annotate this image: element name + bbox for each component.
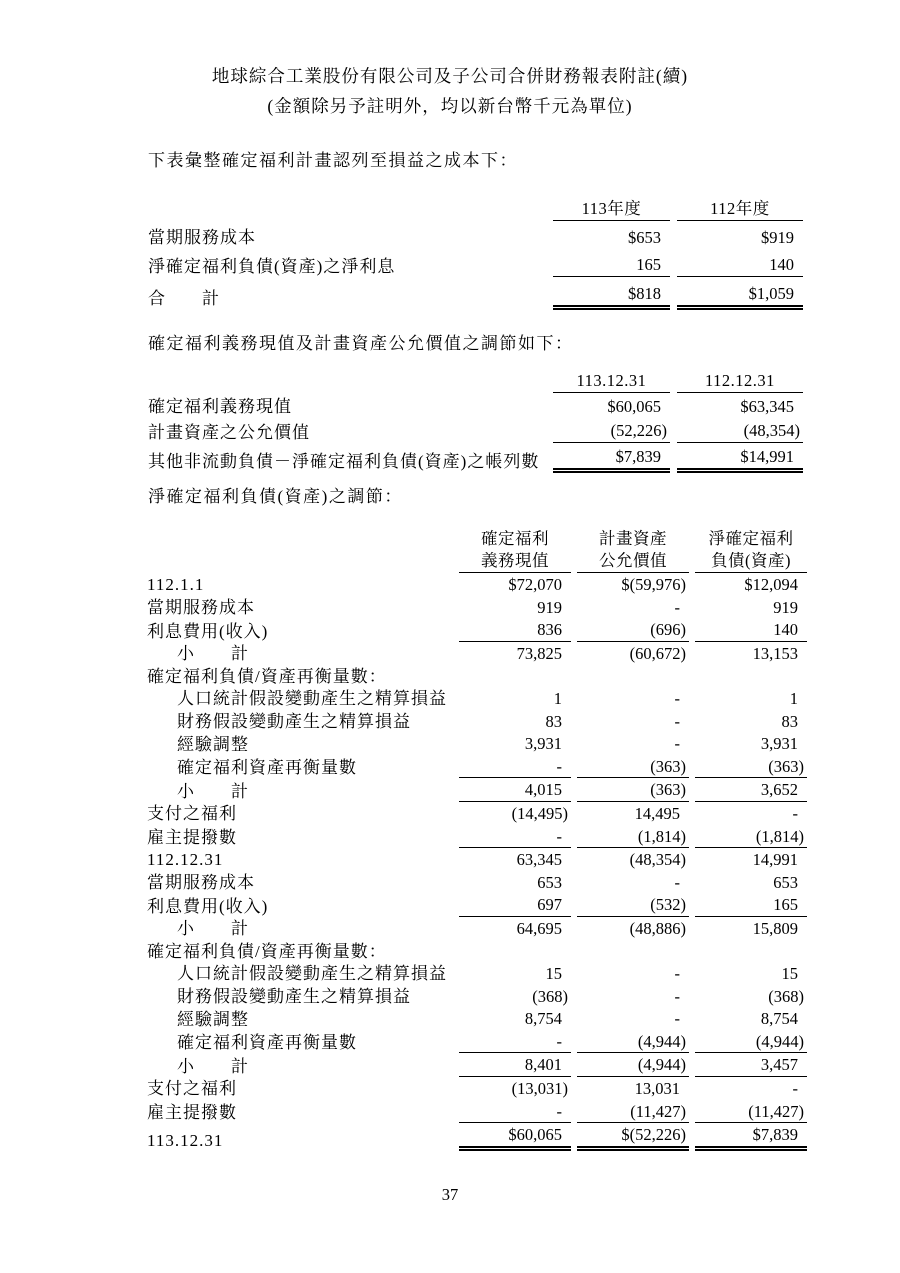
row-label: 確定福利義務現值	[148, 397, 292, 417]
row-label: 合 計	[148, 289, 220, 309]
table-subtotal-row	[147, 642, 807, 665]
value-cell: $7,839	[553, 443, 670, 473]
value-cell: -	[674, 986, 680, 1006]
row-label: 確定福利負債/資產再衡量數：	[147, 941, 387, 961]
value-cell: $(52,226)	[577, 1123, 689, 1151]
pv-reconciliation-table	[141, 362, 810, 473]
row-label: 支付之福利	[147, 1079, 237, 1099]
column-header: 112.12.31	[677, 362, 803, 393]
value-cell	[577, 664, 689, 687]
header-spacer	[148, 362, 546, 393]
value-cell: 14,495	[634, 803, 680, 823]
value-cell: (368)	[532, 986, 568, 1006]
table-row	[147, 710, 807, 733]
table-subtotal-row	[147, 1053, 807, 1077]
row-label: 確定福利資產再衡量數	[177, 1033, 357, 1053]
page-number: 37	[441, 1185, 459, 1204]
value-cell: -	[459, 1030, 571, 1054]
column-header	[459, 520, 571, 573]
table-row	[147, 1030, 807, 1054]
value-cell: 1	[553, 688, 562, 708]
value-cell: $14,991	[677, 443, 803, 473]
value-cell: (4,944)	[577, 1053, 689, 1077]
value-cell: (60,672)	[629, 643, 686, 663]
value-cell: -	[792, 803, 798, 823]
table-total-row	[148, 277, 803, 310]
row-label: 經驗調整	[177, 734, 249, 754]
value-cell: -	[674, 964, 680, 984]
value-cell: 919	[773, 597, 798, 617]
value-cell: 140	[677, 249, 803, 278]
row-label: 支付之福利	[147, 804, 237, 824]
row-label: 當期服務成本	[148, 228, 256, 248]
value-cell: (48,886)	[629, 918, 686, 938]
value-cell: 165	[695, 893, 807, 917]
value-cell: 653	[537, 872, 562, 892]
table-row	[147, 848, 807, 871]
net-liability-table	[141, 520, 813, 1151]
row-label: 確定福利資產再衡量數	[177, 758, 357, 778]
value-cell: $63,345	[740, 396, 794, 416]
value-cell: (363)	[695, 755, 807, 779]
table-row	[147, 1077, 807, 1100]
table-subtotal-row	[147, 778, 807, 802]
column-header: 113.12.31	[553, 362, 670, 393]
value-cell	[459, 664, 571, 687]
value-cell: (4,944)	[577, 1030, 689, 1054]
table-row	[148, 393, 803, 418]
value-cell	[459, 940, 571, 963]
value-cell: 3,652	[695, 778, 807, 802]
row-label: 小 計	[177, 1056, 249, 1076]
table-row	[148, 249, 803, 278]
value-cell: $72,070	[508, 574, 562, 594]
doc-subtitle: (金額除另予註明外，均以新台幣千元為單位)	[267, 96, 633, 116]
table-row	[147, 871, 807, 894]
row-label: 人口統計假設變動產生之精算損益	[177, 964, 447, 984]
value-cell: (48,354)	[629, 850, 686, 870]
row-label: 利息費用(收入)	[147, 621, 269, 641]
table-row	[147, 1007, 807, 1030]
value-cell: 140	[695, 618, 807, 642]
value-cell: -	[674, 688, 680, 708]
value-cell: 15,809	[752, 918, 798, 938]
value-cell	[577, 940, 689, 963]
row-label: 人口統計假設變動產生之精算損益	[177, 689, 447, 709]
row-label: 小 計	[177, 781, 249, 801]
column-header	[695, 520, 807, 573]
column-header: 112年度	[677, 190, 803, 221]
value-cell: 83	[781, 711, 798, 731]
value-cell: 73,825	[516, 643, 562, 663]
column-header-line: 淨確定福利	[708, 529, 794, 548]
value-cell: 697	[459, 893, 571, 917]
value-cell: $60,065	[459, 1123, 571, 1151]
benefit-cost-table	[141, 190, 810, 310]
value-cell: (1,814)	[577, 825, 689, 849]
row-label: 利息費用(收入)	[147, 896, 269, 916]
value-cell: 653	[773, 872, 798, 892]
value-cell	[695, 664, 807, 687]
table-row	[147, 687, 807, 710]
value-cell: 919	[537, 597, 562, 617]
value-cell: (48,354)	[677, 418, 803, 444]
row-label: 雇主提撥數	[147, 827, 237, 847]
row-label: 小 計	[177, 919, 249, 939]
column-header-line: 義務現值	[481, 551, 549, 570]
table-row	[147, 985, 807, 1008]
value-cell: -	[674, 597, 680, 617]
value-cell: (52,226)	[553, 418, 670, 444]
value-cell: 63,345	[516, 850, 562, 870]
value-cell: 4,015	[459, 778, 571, 802]
column-header-line: 確定福利	[481, 529, 549, 548]
table-row	[147, 596, 807, 619]
table-section-row	[147, 664, 807, 687]
value-cell: 8,754	[760, 1009, 798, 1029]
table-row	[147, 755, 807, 779]
value-cell: $818	[553, 277, 670, 310]
column-header	[577, 520, 689, 573]
row-label: 計畫資產之公允價值	[148, 422, 310, 442]
table-row	[147, 893, 807, 917]
table-row	[147, 1100, 807, 1124]
table-row	[147, 618, 807, 642]
value-cell: (1,814)	[695, 825, 807, 849]
column-header-line: 負債(資產)	[711, 551, 791, 570]
value-cell: 3,457	[695, 1053, 807, 1077]
row-label: 雇主提撥數	[147, 1103, 237, 1122]
value-cell: -	[674, 734, 680, 754]
value-cell: 3,931	[760, 734, 798, 754]
row-label: 淨確定福利負債(資產)之淨利息	[148, 256, 396, 276]
value-cell: -	[674, 872, 680, 892]
row-label: 確定福利負債/資產再衡量數：	[147, 666, 387, 686]
row-label: 112.12.31	[147, 850, 224, 870]
value-cell: 64,695	[516, 918, 562, 938]
value-cell: 8,754	[524, 1009, 562, 1029]
value-cell: 15	[781, 964, 798, 984]
net-liability-intro: 淨確定福利負債(資產)之調節：	[148, 487, 403, 506]
row-label: 113.12.31	[147, 1130, 224, 1150]
row-label: 經驗調整	[177, 1009, 249, 1029]
value-cell: $1,059	[677, 277, 803, 310]
doc-title: 地球綜合工業股份有限公司及子公司合併財務報表附註(續)	[211, 66, 689, 86]
value-cell: (363)	[577, 778, 689, 802]
value-cell: (368)	[768, 986, 804, 1006]
table-row	[147, 732, 807, 755]
table-row	[147, 802, 807, 825]
value-cell: (363)	[577, 755, 689, 779]
table-row	[148, 221, 803, 249]
value-cell: (532)	[577, 893, 689, 917]
table-row	[147, 962, 807, 985]
row-label: 財務假設變動產生之精算損益	[177, 987, 411, 1007]
value-cell: $7,839	[695, 1123, 807, 1151]
pv-reconciliation-intro: 確定福利義務現值及計畫資產公允價值之調節如下：	[148, 334, 574, 353]
header-spacer	[147, 520, 453, 573]
table-header-row	[148, 362, 803, 393]
column-header: 113年度	[553, 190, 670, 221]
value-cell: (4,944)	[695, 1030, 807, 1054]
table-row	[147, 573, 807, 596]
table-total-row	[148, 443, 803, 473]
row-label: 小 計	[177, 644, 249, 664]
header-spacer	[148, 190, 546, 221]
row-label: 當期服務成本	[147, 597, 255, 617]
value-cell: 13,153	[752, 643, 798, 663]
table-header-row	[147, 520, 807, 573]
table-section-row	[147, 940, 807, 963]
value-cell: $60,065	[607, 396, 661, 416]
row-label: 當期服務成本	[147, 873, 255, 893]
value-cell: 83	[545, 711, 562, 731]
value-cell: -	[459, 755, 571, 779]
row-label: 112.1.1	[147, 575, 205, 595]
value-cell: $(59,976)	[621, 574, 686, 594]
value-cell: -	[674, 711, 680, 731]
table-row	[147, 825, 807, 849]
table-row	[148, 418, 803, 444]
value-cell: (13,031)	[511, 1079, 568, 1099]
value-cell: (11,427)	[695, 1100, 807, 1124]
value-cell: 1	[789, 688, 798, 708]
value-cell: -	[459, 825, 571, 849]
value-cell: $653	[628, 227, 661, 247]
value-cell: -	[459, 1100, 571, 1124]
column-header-line: 計畫資產	[599, 529, 667, 548]
row-label: 其他非流動負債－淨確定福利負債(資產)之帳列數	[148, 452, 540, 472]
value-cell: 14,991	[752, 850, 798, 870]
value-cell: $919	[761, 227, 794, 247]
table-subtotal-row	[147, 917, 807, 940]
value-cell: 836	[459, 618, 571, 642]
value-cell: 13,031	[634, 1079, 680, 1099]
value-cell: (11,427)	[577, 1100, 689, 1124]
row-label: 財務假設變動產生之精算損益	[177, 711, 411, 731]
value-cell: (14,495)	[511, 803, 568, 823]
benefit-cost-intro: 下表彙整確定福利計畫認列至損益之成本下：	[148, 151, 518, 170]
value-cell: -	[674, 1009, 680, 1029]
value-cell: -	[792, 1079, 798, 1099]
table-header-row	[148, 190, 803, 221]
value-cell: 165	[553, 249, 670, 278]
value-cell: $12,094	[744, 574, 798, 594]
value-cell	[695, 940, 807, 963]
column-header-line: 公允價值	[599, 551, 667, 570]
value-cell: (696)	[577, 618, 689, 642]
table-total-row	[147, 1123, 807, 1151]
value-cell: 3,931	[524, 734, 562, 754]
value-cell: 15	[545, 964, 562, 984]
value-cell: 8,401	[459, 1053, 571, 1077]
document-header	[0, 64, 900, 118]
